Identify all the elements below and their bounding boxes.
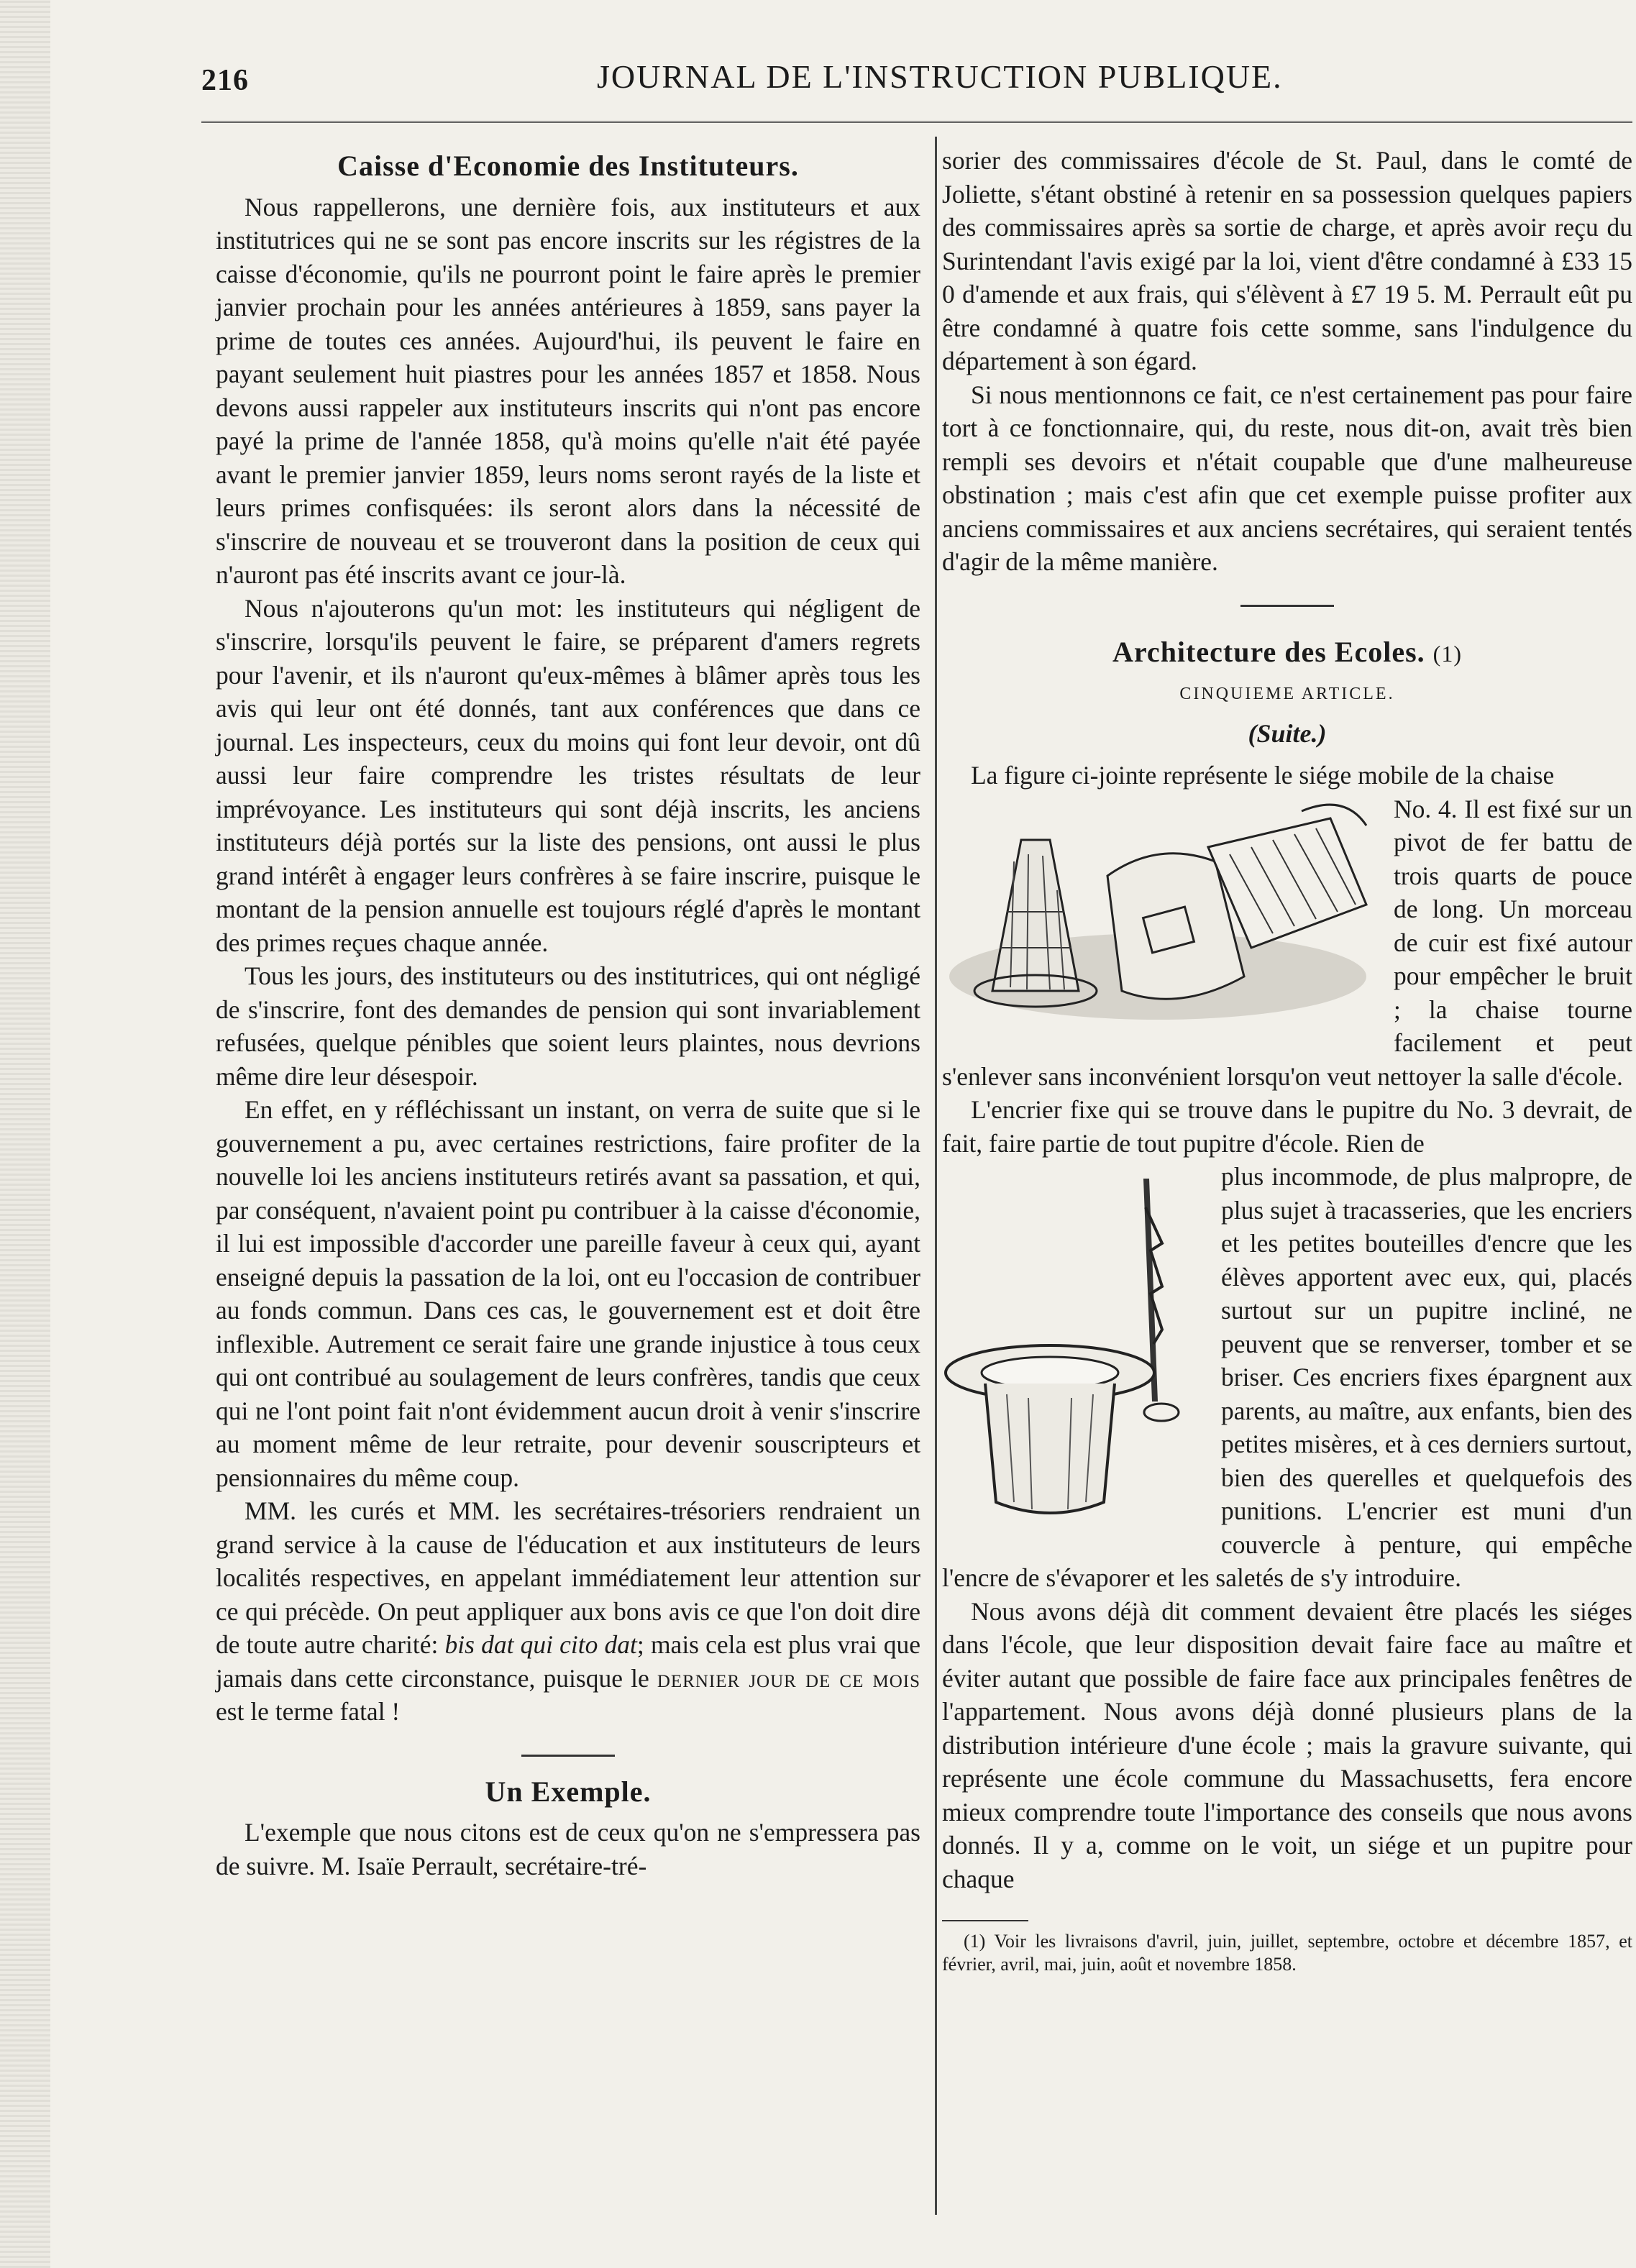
paragraph: Nous n'ajouterons qu'un mot: les instituteurs qui négligent de s'inscrire, lorsqu'ils peuvent le faire, se préparent d'amers regrets pour l'avenir, et ils n'auront qu'eux-mêmes à blâmer après tous les avis qui leur ont été donnés, tant aux conférences que dans ce journal. Les inspecteurs, ceux du moins qui font leur devoir, ont dû aussi leur faire comprendre les tristes résultats de leur imprévoyance. Les instituteurs qui sont déjà inscrits, les anciens instituteurs déjà portés sur la liste des pensions, ont aussi le plus grand intérêt à engager leurs confrères à se faire inscrire, puisque le montant de la pension annuelle est toujours réglé d'après le montant des primes reçues chaque année.	[216, 593, 920, 957]
column-divider	[935, 137, 937, 2215]
section-rule	[1240, 605, 1334, 607]
running-title: JOURNAL DE L'INSTRUCTION PUBLIQUE.	[597, 58, 1283, 95]
paragraph: La figure ci-jointe représente le siége mobile de la chaise	[971, 761, 1555, 790]
paragraph: Nous avons déjà dit comment devaient être placés les siéges dans l'école, que leur disposition devait faire face au maître et éviter autant que possible de faire face aux principales fenêtres de l'appartement. Nous avons déjà donné plusieurs plans de la distribution intérieure d'une école ; mais la gravure suivante, qui représente une école commune du Massachusetts, fera encore mieux comprendre toute l'importance des conseils que nous avons donnés. Il y a, comme on le voit, un siége et un pupitre pour chaque	[942, 1596, 1632, 1893]
suite-label: (Suite.)	[1248, 718, 1327, 748]
section-rule	[521, 1755, 615, 1757]
article-heading-caisse: Caisse d'Economie des Instituteurs.	[337, 150, 799, 182]
scan-edge	[0, 0, 50, 2268]
paragraph: sorier des commissaires d'école de St. Paul, dans le comté de Joliette, s'étant obstiné à retenir en sa possession quelques papiers des commissaires après sa sortie de charge, et après avoir reçu du Surintendant l'avis exigé par la loi, vient d'être condamné à £33 15 0 d'amende et aux frais, qui s'élèvent à £7 19 5. M. Perrault eût pu être condamné à quatre fois cette somme, sans l'indulgence du département à son égard.	[942, 146, 1632, 375]
paragraph: MM. les curés et MM. les secrétaires-trésoriers rendraient un grand service à la cause de l'éducation et aux instituteurs de leurs localités respectives, en appelant immédiatement leur attention sur ce qui précède. On peut appliquer aux bons avis ce que l'on doit dire de toute autre charité: bis dat qui cito dat; mais cela est plus vrai que jamais dans cette circonstance, puisque le dernier jour de ce mois est le terme fatal !	[216, 1496, 921, 1726]
left-column	[216, 144, 920, 1883]
paragraph: Tous les jours, des instituteurs ou des institutrices, qui ont négligé de s'inscrire, font des demandes de pension qui sont invariablement refusées, quelque pénibles que soient leurs plaintes, nous devrions même dire leur désespoir.	[216, 961, 920, 1091]
inkwell-illustration	[942, 1164, 1208, 1531]
latin-phrase: bis dat qui cito dat	[444, 1630, 637, 1659]
paragraph: No. 4. Il est fixé sur un pivot de fer battu de trois quarts de pouce de long. Un morceau de cuir est fixé autour pour empêcher le bruit ; la chaise tourne facilement et peut s'enlever sans inconvénient lorsqu'on veut nettoyer la salle d'école.	[942, 794, 1632, 1091]
paragraph: L'exemple que nous citons est de ceux qu'on ne s'empressera pas de suivre. M. Isaïe Perrault, secrétaire-tré-	[216, 1818, 920, 1880]
paragraph: plus incommode, de plus malpropre, de plus sujet à tracasseries, que les encriers et les petites bouteilles d'encre que les élèves apportent avec eux, qui, placés surtout sur un pupitre incliné, ne peuvent que se renverser, tomber et se briser. Ces encriers fixes épargnent aux parents, au maître, aux enfants, bien des petites misères, et à ces derniers surtout, bien des querelles et quelquefois des punitions. L'encrier est muni d'un couvercle à penture, qui empêche l'encre de s'évaporer et les saletés de s'y introduire.	[942, 1162, 1632, 1592]
page-number: 216	[201, 64, 249, 97]
header-rule	[201, 121, 1632, 123]
paragraph: L'encrier fixe qui se trouve dans le pupitre du No. 3 devrait, de fait, faire partie de tout pupitre d'école. Rien de	[942, 1095, 1632, 1158]
article-subheading: CINQUIEME ARTICLE.	[1179, 685, 1395, 703]
article-heading-architecture: Architecture des Ecoles. (1)	[1112, 635, 1462, 668]
paragraph: Si nous mentionnons ce fait, ce n'est certainement pas pour faire tort à ce fonctionnaire, qui, du reste, nous dit-on, avait très bien rempli ses devoirs et n'était coupable que d'une malheureuse obstination ; mais c'est afin que cet exemple puisse profiter aux anciens commissaires et aux anciens secrétaires, qui seraient tentés d'agir de la même manière.	[942, 380, 1632, 576]
paragraph: Nous rappellerons, une dernière fois, aux instituteurs et aux institutrices qui ne se sont pas encore inscrits sur les régistres de la caisse d'économie, qu'ils ne pourront point le faire après le premier janvier prochain pour les années antérieures à 1859, sans payer la prime de toutes ces années. Aujourd'hui, ils peuvent le faire en payant seulement huit piastres pour les années 1857 et 1858. Nous devons aussi rappeler aux instituteurs inscrits qui n'ont pas encore payé la prime de l'année 1858, qu'à moins qu'elle n'ait été payée avant le premier janvier 1859, leurs noms seront rayés de la liste et leurs primes confisquées: ils seront alors dans la nécessité de s'inscrire de nouveau et se trouveront dans la position de ceux qui n'auront pas été inscrits avant ce jour-là.	[216, 192, 920, 589]
right-column	[942, 144, 1632, 1976]
footnote-rule	[942, 1920, 1028, 1921]
article-heading-exemple: Un Exemple.	[485, 1775, 652, 1808]
chair-seat-illustration	[942, 797, 1381, 1034]
emphasis-caps: dernier jour de ce mois	[657, 1663, 921, 1693]
footnote-marker: (1)	[1432, 640, 1462, 667]
footnote: (1) Voir les livraisons d'avril, juin, juillet, septembre, octobre et décembre 1857, et février, avril, mai, juin, août et novembre 1858.	[942, 1931, 1632, 1975]
paragraph: En effet, en y réfléchissant un instant, on verra de suite que si le gouvernement a pu, avec certaines restrictions, faire profiter de la nouvelle loi les anciens instituteurs retirés avant sa passation, et qui, par conséquent, n'avaient point pu contribuer à la caisse d'économie, il lui est impossible d'accorder une pareille faveur à ceux qui, ayant enseigné depuis la passation de la loi, ont eu l'occasion de contribuer au fonds commun. Dans ces cas, le gouvernement est et doit être inflexible. Autrement ce serait faire une grande injustice à tous ceux qui ont contribué au soulagement de leurs confrères, tandis que ceux qui ne l'ont point fait n'ont évidemment aucun droit à venir s'inscrire au moment même de leur retraite, pour devenir souscripteurs et pensionnaires du même coup.	[216, 1095, 920, 1492]
